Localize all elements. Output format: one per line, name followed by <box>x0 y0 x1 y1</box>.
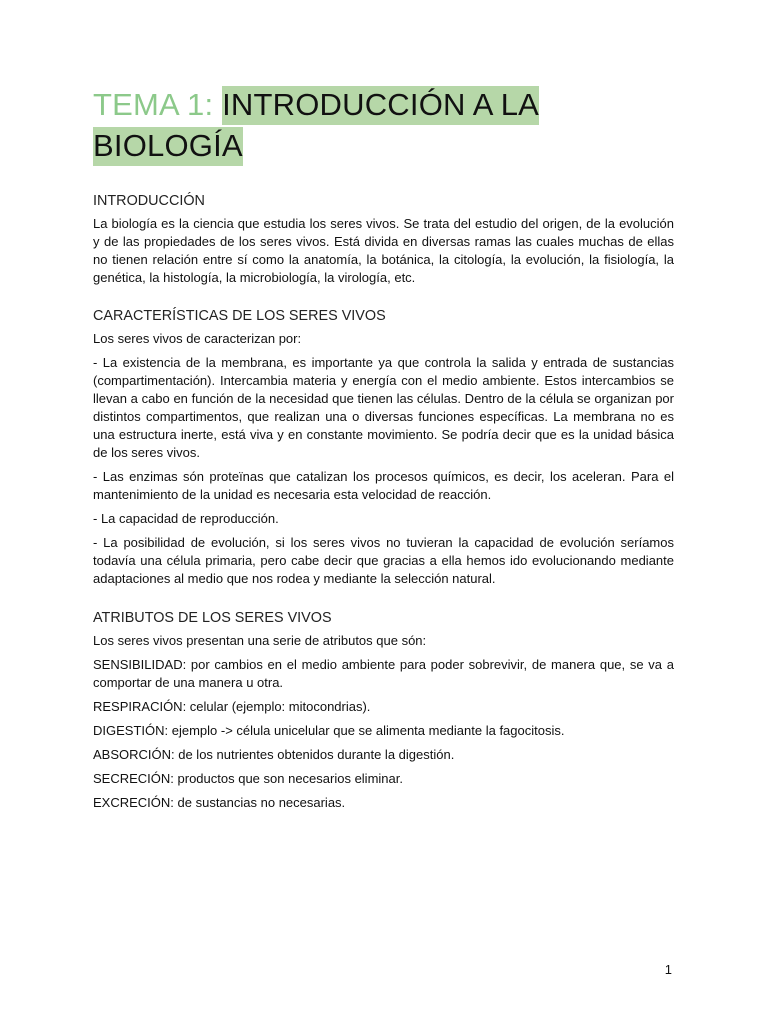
list-item-secrecion: SECRECIÓN: productos que son necesarios eliminar. <box>93 771 403 786</box>
section-heading-caracteristicas: CARACTERÍSTICAS DE LOS SERES VIVOS <box>93 308 386 324</box>
page-number: 1 <box>664 962 672 977</box>
paragraph-introduccion: La biología es la ciencia que estudia los seres vivos. Se trata del estudio del origen, de la evolución y de las propiedades de los seres vivos. Está divida en diversas ramas las cuales muchas de ellas no tienen relación entre sí como la anatomía, la botánica, la citología, la evolución, la fisiología, la genética, la histología, la microbiología, la virología, etc. <box>93 216 674 285</box>
section-heading-introduccion: INTRODUCCIÓN <box>93 193 205 209</box>
list-item-enzimas: - Las enzimas són proteïnas que catalizan los procesos químicos, es decir, los aceleran. Para el mantenimiento de la unidad es necesaria esta velocidad de reacción. <box>93 469 674 502</box>
paragraph-atributos-intro: Los seres vivos presentan una serie de atributos que són: <box>93 633 427 648</box>
title-prefix: TEMA 1: <box>93 87 214 122</box>
list-item-reproduccion: - La capacidad de reproducción. <box>93 511 279 526</box>
document-title <box>93 84 674 166</box>
list-item-excrecion: EXCRECIÓN: de sustancias no necesarias. <box>93 795 346 810</box>
title-line-2: BIOLOGÍA <box>93 127 243 166</box>
list-item-respiracion: RESPIRACIÓN: celular (ejemplo: mitocondrias). <box>93 699 371 714</box>
document-page <box>93 84 674 818</box>
list-item-absorcion: ABSORCIÓN: de los nutrientes obtenidos durante la digestión. <box>93 747 455 762</box>
list-item-sensibilidad: SENSIBILIDAD: por cambios en el medio ambiente para poder sobrevivir, de manera que, se va a comportar de una manera u otra. <box>93 657 674 690</box>
list-item-evolucion: - La posibilidad de evolución, si los seres vivos no tuvieran la capacidad de evolución seríamos todavía una célula primaria, pero cabe decir que gracias a ella hemos ido evolucionando mediante adaptaciones al medio que nos rodea y mediante la selección natural. <box>93 535 674 586</box>
list-item-membrana: - La existencia de la membrana, es importante ya que controla la salida y entrada de sustancias (compartimentación). Intercambia materia y energía con el medio ambiente. Estos intercambios se llevan a cabo en función de la necesidad que tienen las células. Dentro de la célula se organizan por distintos compartimentos, que realizan una o diversas funciones específicas. La membrana no es una estructura inerte, está viva y en constante movimiento. Se podría decir que es la unidad básica de los seres vivos. <box>93 355 674 460</box>
section-heading-atributos: ATRIBUTOS DE LOS SERES VIVOS <box>93 610 332 626</box>
title-line-1: INTRODUCCIÓN A LA <box>222 86 539 125</box>
paragraph-caracteristicas-intro: Los seres vivos de caracterizan por: <box>93 331 302 346</box>
list-item-digestion: DIGESTIÓN: ejemplo -> célula unicelular que se alimenta mediante la fagocitosis. <box>93 723 565 738</box>
